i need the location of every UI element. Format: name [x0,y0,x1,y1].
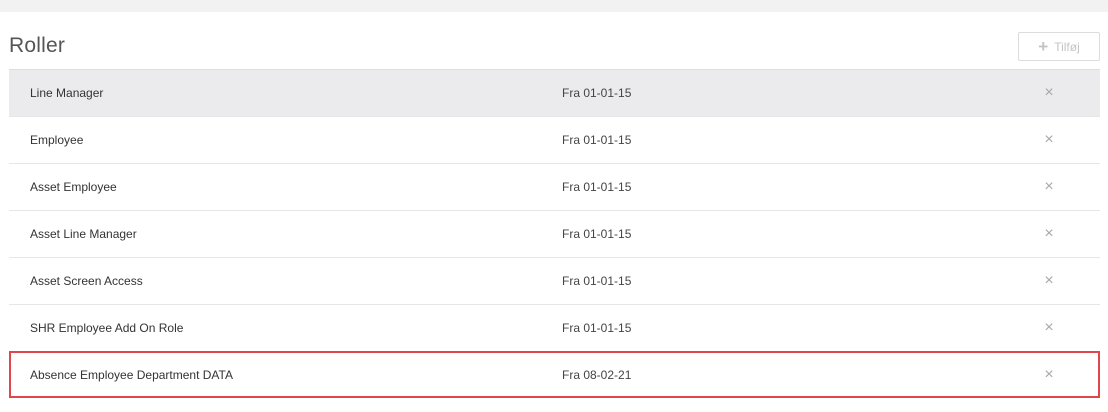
role-name: Asset Employee [30,180,117,194]
role-name: SHR Employee Add On Role [30,321,184,335]
roles-panel-header [9,12,1100,69]
role-date: Fra 01-01-15 [562,274,632,288]
close-icon[interactable]: × [1044,178,1054,195]
role-date: Fra 08-02-21 [562,368,632,382]
role-row[interactable] [9,304,1100,351]
close-icon[interactable]: × [1044,366,1054,383]
role-name: Asset Screen Access [30,274,143,288]
add-role-button[interactable] [1018,32,1100,61]
role-date: Fra 01-01-15 [562,227,632,241]
role-date: Fra 01-01-15 [562,133,632,147]
role-row[interactable] [9,257,1100,304]
close-icon[interactable]: × [1044,225,1054,242]
role-row-highlighted[interactable] [9,351,1100,398]
close-icon[interactable]: × [1044,84,1054,101]
role-name: Asset Line Manager [30,227,137,241]
add-role-button-label: Tilføj [1054,39,1080,54]
panel-title: Roller [9,34,66,57]
role-row[interactable] [9,210,1100,257]
roles-list [9,69,1100,398]
role-date: Fra 01-01-15 [562,180,632,194]
close-icon[interactable]: × [1044,272,1054,289]
role-row[interactable] [9,69,1100,116]
close-icon[interactable]: × [1044,131,1054,148]
plus-icon: + [1038,37,1049,56]
role-name: Line Manager [30,86,104,100]
role-row[interactable] [9,116,1100,163]
close-icon[interactable]: × [1044,319,1054,336]
role-date: Fra 01-01-15 [562,321,632,335]
role-row[interactable] [9,163,1100,210]
role-name: Employee [30,133,84,147]
role-date: Fra 01-01-15 [562,86,632,100]
roles-panel [9,12,1100,398]
role-name: Absence Employee Department DATA [30,368,233,382]
top-divider-strip [0,0,1108,12]
